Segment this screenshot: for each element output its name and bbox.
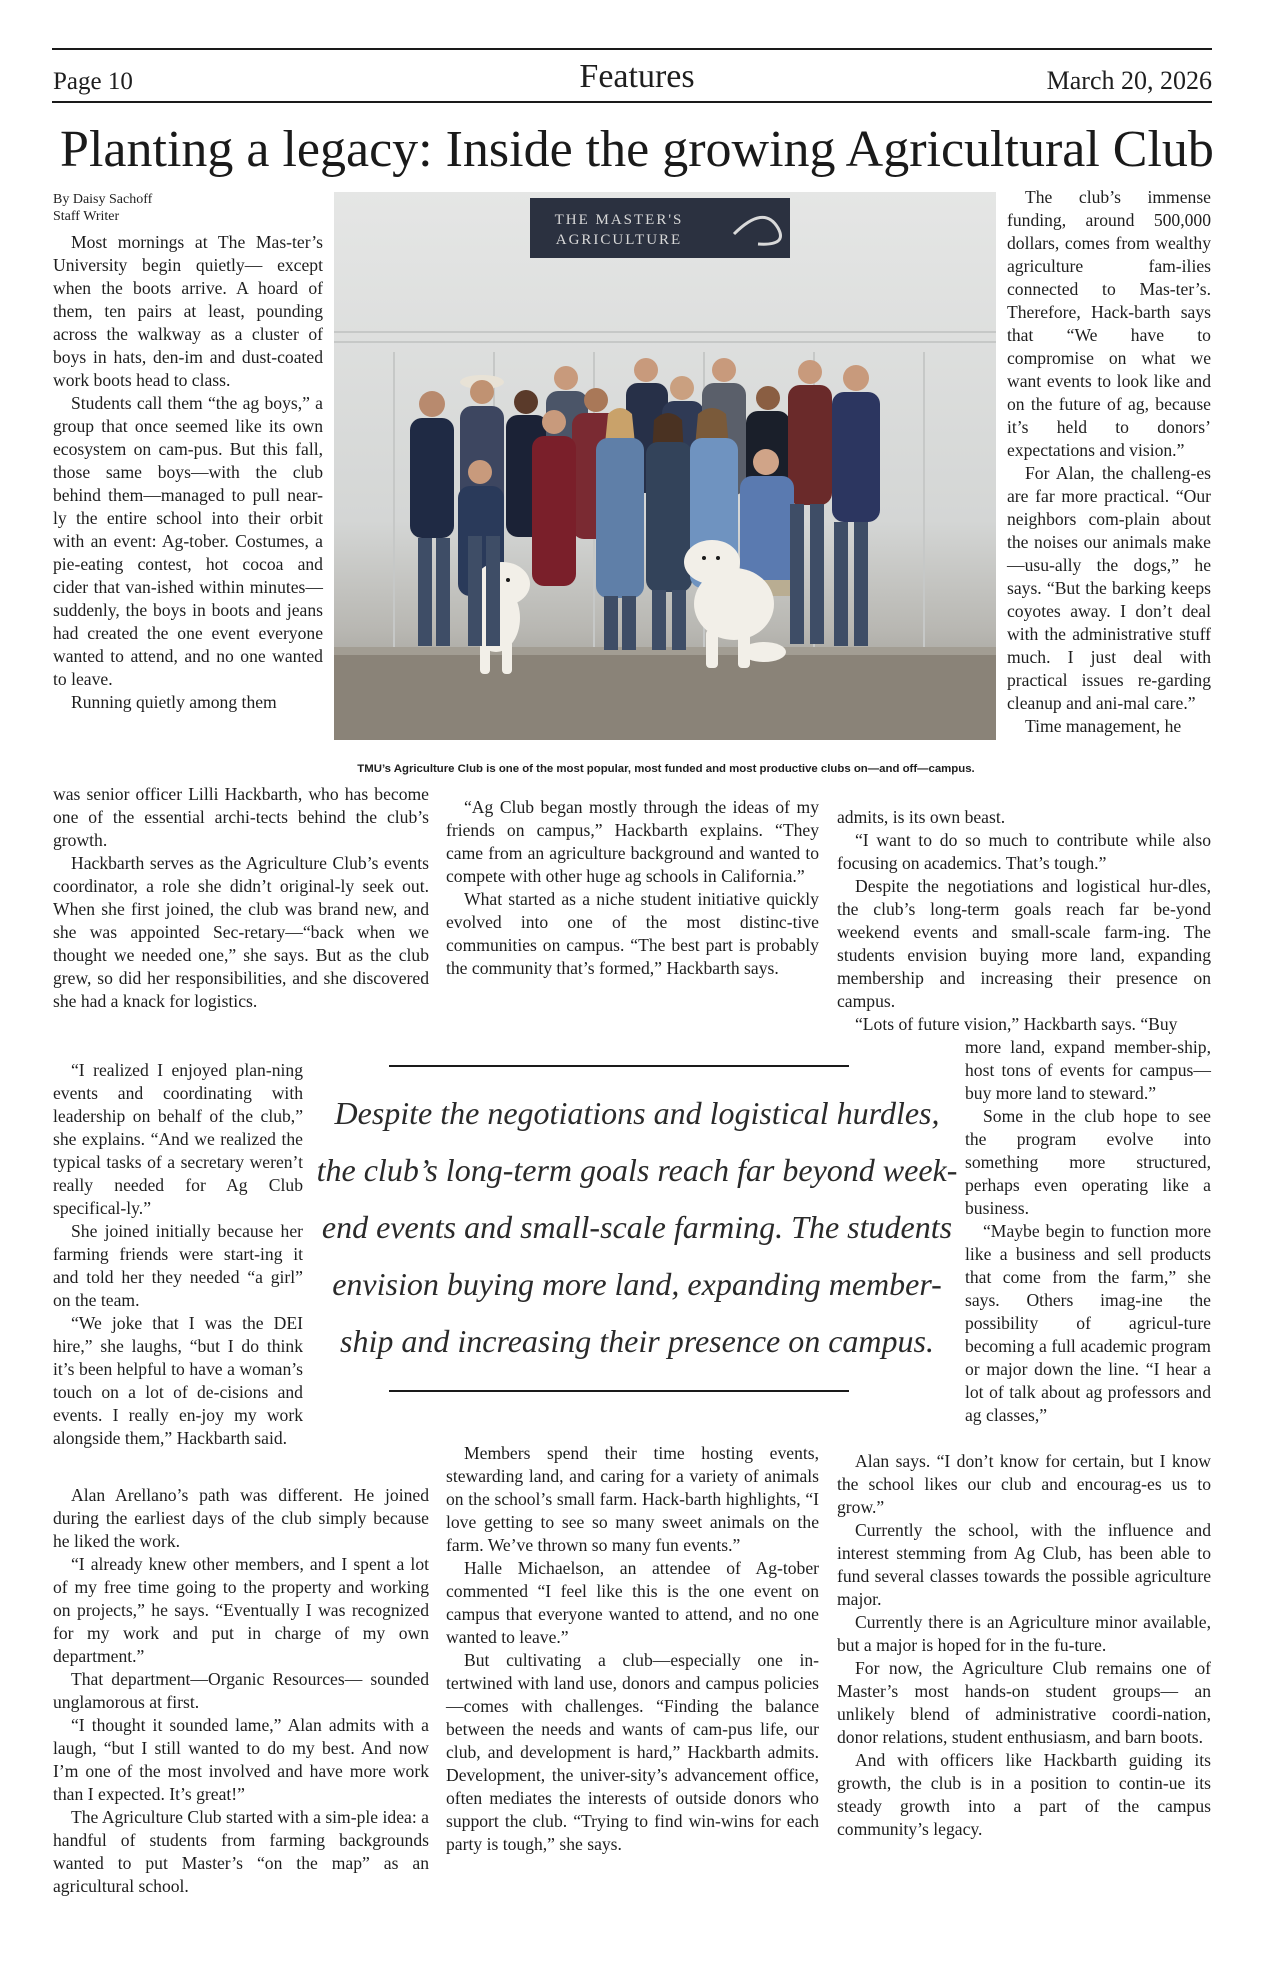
col2-top-text [446, 796, 819, 980]
paragraph: And with officers like Hackbarth guiding its growth, the club is in a position to contin-ue its steady growth into a part of the campus community’s legacy. [837, 1750, 1211, 1839]
paragraph: Members spend their time hosting events, stewarding land, and caring for a variety of animals on the school’s small farm. Hack-barth highlights, “I love getting to see so many sweet animals on the farm. We’ve thrown so many fun events.” [446, 1443, 820, 1555]
col3-mid-text [837, 806, 1211, 1036]
issue-date: March 20, 2026 [1046, 66, 1212, 95]
pull-quote-line: the club’s long-term goals reach far beyond week- [316, 1152, 958, 1188]
paragraph: That department—Organic Resources— sounded unglamorous at first. [53, 1669, 429, 1712]
pull-quote [312, 1085, 962, 1370]
pull-quote-line: end events and small-scale farming. The students [321, 1209, 953, 1245]
col1-narrow-text [53, 1059, 303, 1450]
paragraph: “I already knew other members, and I spent a lot of my free time going to the property and working on projects,” he says. “Eventually I was recognized for my work and put in charge of my own department.” [53, 1554, 429, 1666]
col3-bottom-text [837, 1450, 1211, 1841]
club-photo [334, 192, 996, 740]
page-number: Page 10 [53, 68, 133, 95]
paragraph: “I thought it sounded lame,” Alan admits with a laugh, “but I still wanted to do my best. And now I’m one of the most involved and have more work than I expected. It’s great!” [53, 1715, 430, 1804]
paragraph: The Agriculture Club started with a sim-ple idea: a handful of students from farming backgrounds wanted to put Master’s “on the map” as an agricultural school. [53, 1807, 429, 1896]
paragraph: Alan Arellano’s path was different. He joined during the earliest days of the club simply because he liked the work. [53, 1485, 429, 1551]
byline [53, 191, 152, 225]
pull-quote-line: ship and increasing their presence on campus. [340, 1323, 934, 1359]
paragraph: “I want to do so much to contribute while also focusing on academics. That’s tough.” [837, 830, 1211, 873]
paragraph: “Maybe begin to function more like a business and sell products that come from the farm,” she says. Others imag-ine the possibility of agricul-ture becoming a full academic program or major down the line. “I hear a lot of talk about ag professors and ag classes,” [965, 1221, 1212, 1425]
paragraph: For now, the Agriculture Club remains one of Master’s most hands-on student groups— an unlikely blend of administrative coordi-nation, donor relations, student enthusiasm, and barn boots. [837, 1658, 1211, 1747]
pull-quote-bottom-rule [389, 1390, 849, 1392]
paragraph: Despite the negotiations and logistical hur-dles, the club’s long-term goals reach far be-yond weekend events and small-scale farm-ing. The students envision buying more land, expanding membership and increasing their presence on campus. [837, 876, 1211, 1011]
photo-caption: TMU’s Agriculture Club is one of the most popular, most funded and most productive clubs on—and off—campus. [357, 763, 975, 775]
paragraph: What started as a niche student initiative quickly evolved into one of the most distinc-tive communities on campus. “The best part is probably the community that’s formed,” Hackbarth says. [446, 889, 819, 978]
paragraph: “We joke that I was the DEI hire,” she laughs, “but I do think it’s been helpful to have a woman’s touch on a lot of de-cisions and events. I really en-joy my work alongside them,” Hackbarth said. [53, 1313, 304, 1448]
paragraph: “Lots of future vision,” Hackbarth says. “Buy [855, 1014, 1178, 1034]
paragraph: For Alan, the challeng-es are far more practical. “Our neighbors com-plain about the noises our animals make—usu-ally the dogs,” he says. “But the barking keeps coyotes away. I don’t deal with the administrative stuff much. I just deal with practical issues re-garding cleanup and ani-mal care.” [1007, 463, 1212, 713]
club-photo-illustration [334, 192, 996, 740]
paragraph: Hackbarth serves as the Agriculture Club’s events coordinator, a role she didn’t original-ly seek out. When she first joined, the club was brand new, and she was appointed Sec-retary—“back when we thought we needed one,” she says. But as the club grew, so did her responsibilities, and she discovered she had a knack for logistics. [53, 853, 430, 1011]
col3-narrow-text [965, 1036, 1211, 1427]
headline: Planting a legacy: Inside the growing Agricultural Club [60, 121, 1214, 178]
paragraph: Students call them “the ag boys,” a group that once seemed like its own ecosystem on cam-pus. But this fall, those same boys—with the club behind them—managed to pull near-ly the entire school into their orbit with an event: Ag-tober. Costumes, a pie-eating contest, hot cocoa and cider that van-ished within minutes—suddenly, the boys in boots and jeans had created the one event everyone wanted to attend, and no one wanted to leave. [53, 393, 324, 689]
paragraph: more land, expand member-ship, host tons of events for campus—buy more land to steward.” [965, 1037, 1211, 1103]
paragraph: Most mornings at The Mas-ter’s University begin quietly— except when the boots arrive. A hoard of them, ten pairs at least, pounding across the walkway as a cluster of boys in hats, den-im and dust-coated work boots head to class. [53, 232, 324, 390]
paragraph: “Ag Club began mostly through the ideas of my friends on campus,” Hackbarth explains. “They came from an agriculture background and wanted to compete with other huge ag schools in California.” [446, 797, 820, 886]
pull-quote-top-rule [389, 1065, 849, 1067]
header-rule [52, 101, 1212, 103]
col1-bottom-text [53, 1484, 429, 1898]
pull-quote-line: Despite the negotiations and logistical hurdles, [334, 1095, 940, 1131]
paragraph: was senior officer Lilli Hackbarth, who has become one of the essential archi-tects behind the club’s growth. [53, 784, 430, 850]
paragraph: But cultivating a club—especially one in-tertwined with land use, donors and campus policies—comes with challenges. “Finding the balance between the needs and wants of cam-pus life, our club, and development is hard,” Hackbarth admits. Development, the univer-sity’s advancement office, often mediates the interests of outside donors who support the club. “Trying to find win-wins for each party is tough,” she says. [446, 1650, 819, 1854]
paragraph: She joined initially because her farming friends were start-ing it and told her they needed “a girl” on the team. [53, 1221, 303, 1310]
section-title: Features [579, 58, 695, 95]
top-rule [52, 48, 1212, 50]
sign-board [530, 198, 790, 258]
paragraph: Alan says. “I don’t know for certain, but I know the school likes our club and encourag-es us to grow.” [837, 1451, 1212, 1517]
paragraph: Time management, he [1025, 716, 1182, 736]
paragraph: Halle Michaelson, an attendee of Ag-tober commented “I feel like this is the one event on campus that everyone wanted to attend, and no one wanted to leave.” [446, 1558, 819, 1647]
paragraph: Some in the club hope to see the program evolve into something more structured, perhaps even operating like a business. [965, 1106, 1211, 1218]
pull-quote-line: envision buying more land, expanding member- [332, 1266, 942, 1302]
byline-role: Staff Writer [53, 209, 120, 224]
paragraph: admits, is its own beast. [837, 807, 1006, 827]
byline-name: By Daisy Sachoff [53, 192, 153, 207]
col2-bottom-text [446, 1442, 819, 1856]
paragraph: Currently there is an Agriculture minor available, but a major is hoped for in the fu-ture. [837, 1612, 1211, 1655]
sign-text-line2: AGRICULTURE [555, 232, 683, 248]
paragraph: The club’s immense funding, around 500,000 dollars, comes from wealthy agriculture fam-ilies connected to Mas-ter’s. Therefore, Hack-barth says that “We have to compromise on what we want events to look like and on the future of ag, because it’s held to donors’ expectations and vision.” [1007, 187, 1211, 460]
col1-top-text [53, 231, 323, 714]
col3-top-text [1007, 186, 1211, 738]
paragraph: Running quietly among them [71, 692, 277, 712]
col1-mid-text [53, 783, 429, 1013]
sign-text-line1: THE MASTER'S [554, 212, 684, 228]
paragraph: “I realized I enjoyed plan-ning events and coordinating with leadership on behalf of the club,” she explains. “And we realized the typical tasks of a secretary weren’t really needed for Ag Club specifical-ly.” [53, 1060, 304, 1218]
paragraph: Currently the school, with the influence and interest stemming from Ag Club, has been able to fund several classes towards the possible agriculture major. [837, 1520, 1211, 1609]
